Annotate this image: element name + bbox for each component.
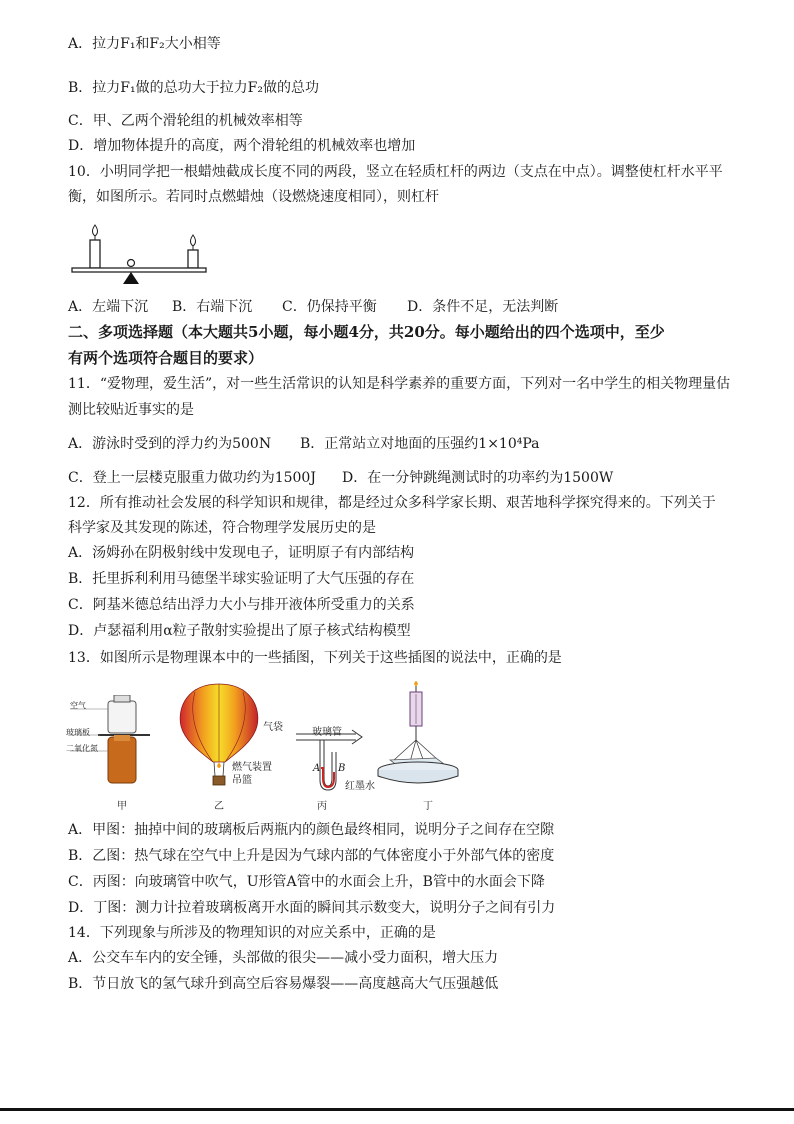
label-red-ink: 红墨水 <box>345 781 375 792</box>
q10-option-c: C．仍保持平衡 <box>282 299 377 315</box>
q11-option-d: D．在一分钟跳绳测试时的功率约为1500W <box>342 470 614 486</box>
q10-options <box>68 297 558 317</box>
q10-stem-line1: 10．小明同学把一根蜡烛截成长度不同的两段，竖立在轻质杠杆的两边（支点在中点）。调整使杠杆水平平 <box>68 164 723 180</box>
q10-option-b: B．右端下沉 <box>172 299 253 315</box>
q11-options-row2 <box>68 468 613 488</box>
q10-stem-line2: 衡，如图所示。若同时点燃蜡烛（设燃烧速度相同），则杠杆 <box>68 189 439 205</box>
q13-stem: 13．如图所示是物理课本中的一些插图，下列关于这些插图的说法中，正确的是 <box>68 650 562 666</box>
q12-option-a: A．汤姆孙在阴极射线中发现电子，证明原子有内部结构 <box>68 545 415 561</box>
q14-option-a: A．公交车车内的安全锤，头部做的很尖——减小受力面积，增大压力 <box>68 950 499 966</box>
caption-bing: 丙 <box>317 801 327 812</box>
label-air: 空气 <box>70 701 86 710</box>
q12-option-c: C．阿基米德总结出浮力大小与排开液体所受重力的关系 <box>68 597 415 613</box>
caption-jia: 甲 <box>117 801 127 812</box>
q9-option-a: A．拉力F₁和F₂大小相等 <box>68 36 221 52</box>
label-glass-tube: 玻璃管 <box>312 727 342 738</box>
q10-option-a: A．左端下沉 <box>68 299 149 315</box>
spring-scale-figure <box>376 678 476 793</box>
q9-option-d: D．增加物体提升的高度，两个滑轮组的机械效率也增加 <box>68 138 416 154</box>
page-bottom-rule <box>0 1108 794 1111</box>
label-bag: 气袋 <box>263 722 283 733</box>
q12-stem-line1: 12．所有推动社会发展的科学知识和规律，都是经过众多科学家长期、艰苦地科学探究得来的。下列关于 <box>68 495 716 511</box>
q11-stem-line2: 测比较贴近事实的是 <box>68 402 194 418</box>
section-title-line2: 有两个选项符合题目的要求） <box>68 349 264 367</box>
lever-candle-figure <box>70 220 210 285</box>
q13-option-b: B．乙图：热气球在空气中上升是因为气球内部的气体密度小于外部气体的密度 <box>68 848 555 864</box>
q12-option-d: D．卢瑟福利用α粒子散射实验提出了原子核式结构模型 <box>68 623 411 639</box>
q11-option-c: C．登上一层楼克服重力做功约为1500J <box>68 470 316 486</box>
q11-option-b: B．正常站立对地面的压强约1×10⁴Pa <box>300 436 540 452</box>
label-no2: 二氧化氮 <box>66 744 98 753</box>
q14-stem: 14．下列现象与所涉及的物理知识的对应关系中，正确的是 <box>68 925 436 941</box>
q13-option-a: A．甲图：抽掉中间的玻璃板后两瓶内的颜色最终相同，说明分子之间存在空隙 <box>68 822 555 838</box>
q12-option-b: B．托里拆利利用马德堡半球实验证明了大气压强的存在 <box>68 571 415 587</box>
label-burner: 燃气装置 <box>232 762 272 773</box>
q11-option-a: A．游泳时受到的浮力约为500N <box>68 436 272 452</box>
q12-stem-line2: 科学家及其发现的陈述，符合物理学发展历史的是 <box>68 520 376 536</box>
q9-option-c: C．甲、乙两个滑轮组的机械效率相等 <box>68 113 303 129</box>
q14-option-b: B．节日放飞的氢气球升到高空后容易爆裂——高度越高大气压强越低 <box>68 976 499 992</box>
q9-option-b: B．拉力F₁做的总功大于拉力F₂做的总功 <box>68 80 319 96</box>
label-glass-plate: 玻璃板 <box>66 728 90 737</box>
label-a-tube: A <box>313 763 321 774</box>
q11-stem-line1: 11．“爱物理，爱生活”，对一些生活常识的认知是科学素养的重要方面，下列对一名中学生的相关物理量估 <box>68 376 731 392</box>
q13-option-c: C．丙图：向玻璃管中吹气，U形管A管中的水面会上升，B管中的水面会下降 <box>68 874 545 890</box>
caption-yi: 乙 <box>214 801 224 812</box>
q11-options-row1 <box>68 434 540 454</box>
caption-ding: 丁 <box>423 801 433 812</box>
section-title-line1: 二、多项选择题（本大题共5小题，每小题4分，共20分。每小题给出的四个选项中，至少 <box>68 323 665 341</box>
label-basket: 吊篮 <box>232 775 252 786</box>
q10-option-d: D．条件不足，无法判断 <box>407 299 559 315</box>
q13-option-d: D．丁图：测力计拉着玻璃板离开水面的瞬间其示数变大，说明分子之间有引力 <box>68 900 556 916</box>
label-b-tube: B <box>338 763 346 774</box>
